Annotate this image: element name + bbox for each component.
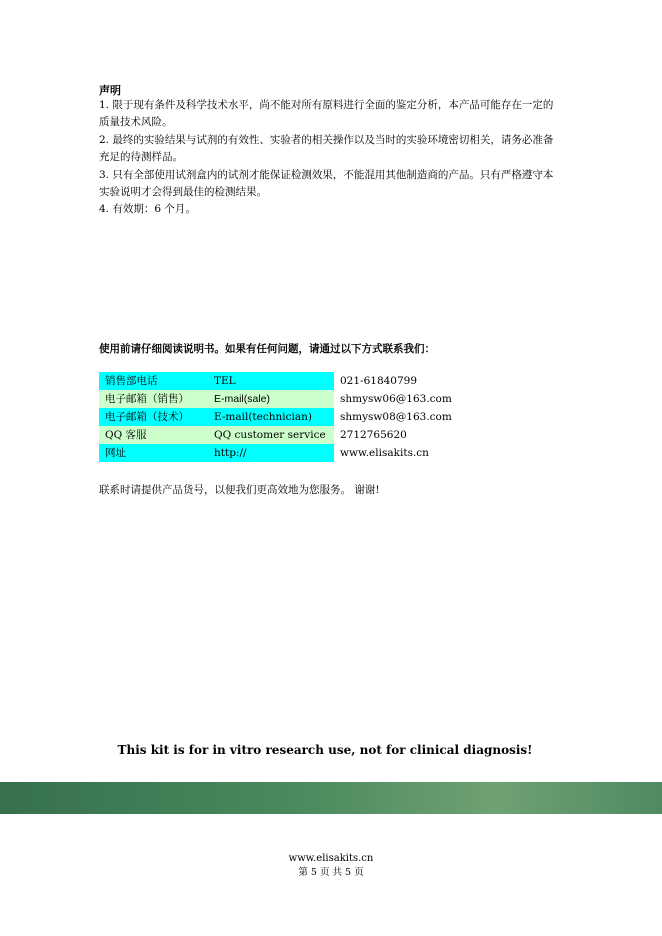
contact-value[interactable]: shmysw06@163.com (340, 392, 452, 405)
contact-label: QQ 客服 (99, 426, 208, 444)
contact-intro: 使用前请仔细阅读说明书。如果有任何问题，请通过以下方式联系我们： (99, 343, 435, 355)
contact-row-sale-email (99, 390, 500, 408)
contact-value: 021-61840799 (340, 374, 418, 387)
contact-note: 联系时请提供产品货号，以便我们更高效地为您服务。 谢谢! (99, 484, 380, 496)
declaration-item: 3. 只有全部使用试剂盒内的试剂才能保证检测效果，不能混用其他制造商的产品。只有严格遵守本实验说明才会得到最佳的检测结果。 (99, 168, 554, 199)
contact-value[interactable]: shmysw08@163.com (340, 410, 452, 423)
contact-label: 网址 (99, 444, 208, 462)
footer-url[interactable]: www.elisakits.cn (288, 853, 374, 864)
contact-row-website (99, 444, 500, 462)
contact-value[interactable]: www.elisakits.cn (340, 446, 429, 459)
contact-row-tech-email (99, 408, 500, 426)
contact-type: TEL (208, 372, 334, 390)
contact-value: 2712765620 (340, 428, 407, 441)
page-number: 第 5 页 共 5 页 (298, 867, 364, 878)
declaration-list (99, 97, 561, 219)
disclaimer: This kit is for in vitro research use, not for clinical diagnosis! (117, 743, 533, 757)
contact-label: 电子邮箱（技术） (99, 408, 208, 426)
declaration-title: 声明 (99, 84, 121, 97)
declaration-item: 1. 限于现有条件及科学技术水平，尚不能对所有原料进行全面的鉴定分析，本产品可能存在一定的质量技术风险。 (99, 99, 554, 129)
declaration-item: 4. 有效期：6 个月。 (99, 203, 196, 216)
declaration-item: 2. 最终的实验结果与试剂的有效性、实验者的相关操作以及当时的实验环境密切相关，请务必准备充足的待测样品。 (99, 133, 554, 164)
contact-type: E-mail(technician) (208, 408, 334, 426)
contact-row-tel (99, 372, 500, 390)
contact-row-qq (99, 426, 500, 444)
contact-label: 电子邮箱（销售） (99, 390, 208, 408)
contact-type: QQ customer service (208, 426, 334, 444)
contact-type: http:// (208, 444, 334, 462)
contact-label: 销售部电话 (99, 372, 208, 390)
contact-table (99, 372, 500, 462)
footer-band (0, 782, 662, 814)
contact-type: E-mail(sale) (208, 390, 334, 408)
